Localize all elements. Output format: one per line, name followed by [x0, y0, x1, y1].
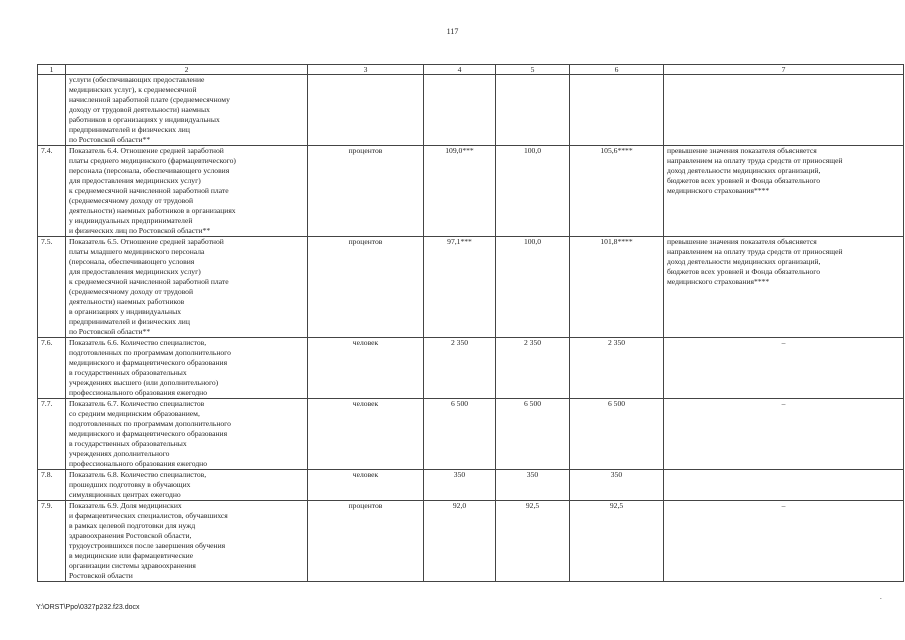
column-number-row	[38, 65, 904, 75]
note-cell	[664, 470, 904, 501]
fact-cell: 92,5	[570, 501, 664, 582]
fact-cell: 6 500	[570, 399, 664, 470]
unit-cell: человек	[308, 470, 424, 501]
note-cell: –	[664, 501, 904, 582]
target-cell: 2 350	[496, 338, 570, 399]
table-row	[38, 399, 904, 470]
row-number: 7.4.	[38, 146, 66, 237]
plan-cell: 350	[424, 470, 496, 501]
row-number: 7.9.	[38, 501, 66, 582]
fact-cell	[570, 75, 664, 146]
indicator-name: Показатель 6.7. Количество специалистов со средним медицинским образованием, подготовленных по программам дополнительного медицинского и фармацевтического образования в государственных образовательных учреждениях дополнительного профессионального образования ежегодно	[66, 399, 308, 470]
plan-cell: 92,0	[424, 501, 496, 582]
target-cell: 92,5	[496, 501, 570, 582]
plan-cell	[424, 75, 496, 146]
target-cell	[496, 75, 570, 146]
note-cell: –	[664, 399, 904, 470]
column-header: 2	[66, 65, 308, 75]
column-header: 6	[570, 65, 664, 75]
row-number: 7.6.	[38, 338, 66, 399]
table-row	[38, 338, 904, 399]
plan-cell: 6 500	[424, 399, 496, 470]
margin-mark: .	[880, 593, 882, 601]
document-path-footer: Y:\ORST\Ppo\0327p232.f23.docx	[36, 604, 140, 611]
row-number: 7.7.	[38, 399, 66, 470]
note-cell: превышение значения показателя объясняется направлением на оплату труда средств от приносящей доход деятельности медицинских организаций, бюджетов всех уровней и Фонда обязательного медицинского страхования****	[664, 146, 904, 237]
row-number	[38, 75, 66, 146]
unit-cell: процентов	[308, 146, 424, 237]
fact-cell: 101,8****	[570, 237, 664, 338]
target-cell: 350	[496, 470, 570, 501]
indicator-name: услуги (обеспечивающих предоставление медицинских услуг), к среднемесячной начисленной заработной плате (среднемесячному доходу от трудовой деятельности) наемных работников в организациях у индивидуальных предпринимателей и физических лиц по Ростовской области**	[66, 75, 308, 146]
column-header: 7	[664, 65, 904, 75]
row-number: 7.8.	[38, 470, 66, 501]
column-header: 3	[308, 65, 424, 75]
indicators-table	[37, 64, 904, 582]
target-cell: 100,0	[496, 237, 570, 338]
column-header: 4	[424, 65, 496, 75]
table-row	[38, 501, 904, 582]
note-cell: –	[664, 338, 904, 399]
indicator-name: Показатель 6.8. Количество специалистов, прошедших подготовку в обучающих симуляционных центрах ежегодно	[66, 470, 308, 501]
plan-cell: 109,0***	[424, 146, 496, 237]
unit-cell: человек	[308, 399, 424, 470]
indicator-name: Показатель 6.4. Отношение средней заработной платы среднего медицинского (фармацевтического) персонала (персонала, обеспечивающего условия для предоставления медицинских услуг) к среднемесячной начисленной заработной плате (среднемесячному доходу от трудовой деятельности) наемных работников в организациях у индивидуальных предпринимателей и физических лиц по Ростовской области**	[66, 146, 308, 237]
plan-cell: 2 350	[424, 338, 496, 399]
column-header: 1	[38, 65, 66, 75]
target-cell: 100,0	[496, 146, 570, 237]
fact-cell: 105,6****	[570, 146, 664, 237]
unit-cell: человек	[308, 338, 424, 399]
indicator-name: Показатель 6.5. Отношение средней заработной платы младшего медицинского персонала (персонала, обеспечивающего условия для предоставления медицинских услуг) к среднемесячной начисленной заработной плате (среднемесячному доходу от трудовой деятельности) наемных работников в организациях у индивидуальных предпринимателей и физических лиц по Ростовской области**	[66, 237, 308, 338]
target-cell: 6 500	[496, 399, 570, 470]
fact-cell: 2 350	[570, 338, 664, 399]
unit-cell: процентов	[308, 501, 424, 582]
unit-cell	[308, 75, 424, 146]
unit-cell: процентов	[308, 237, 424, 338]
table-row	[38, 470, 904, 501]
table-row	[38, 237, 904, 338]
fact-cell: 350	[570, 470, 664, 501]
row-number: 7.5.	[38, 237, 66, 338]
column-header: 5	[496, 65, 570, 75]
plan-cell: 97,1***	[424, 237, 496, 338]
note-cell	[664, 75, 904, 146]
note-cell: превышение значения показателя объясняется направлением на оплату труда средств от приносящей доход деятельности медицинских организаций, бюджетов всех уровней и Фонда обязательного медицинского страхования****	[664, 237, 904, 338]
page-number: 117	[446, 27, 459, 36]
indicator-name: Показатель 6.9. Доля медицинских и фармацевтических специалистов, обучавшихся в рамках целевой подготовки для нужд здравоохранения Ростовской области, трудоустроившихся после завершения обучения в медицинские или фармацевтические организации системы здравоохранения Ростовской области	[66, 501, 308, 582]
table-row	[38, 75, 904, 146]
indicator-name: Показатель 6.6. Количество специалистов, подготовленных по программам дополнительного медицинского и фармацевтического образования в государственных образовательных учреждениях высшего (или дополнительного) профессионального образования ежегодно	[66, 338, 308, 399]
table-row	[38, 146, 904, 237]
